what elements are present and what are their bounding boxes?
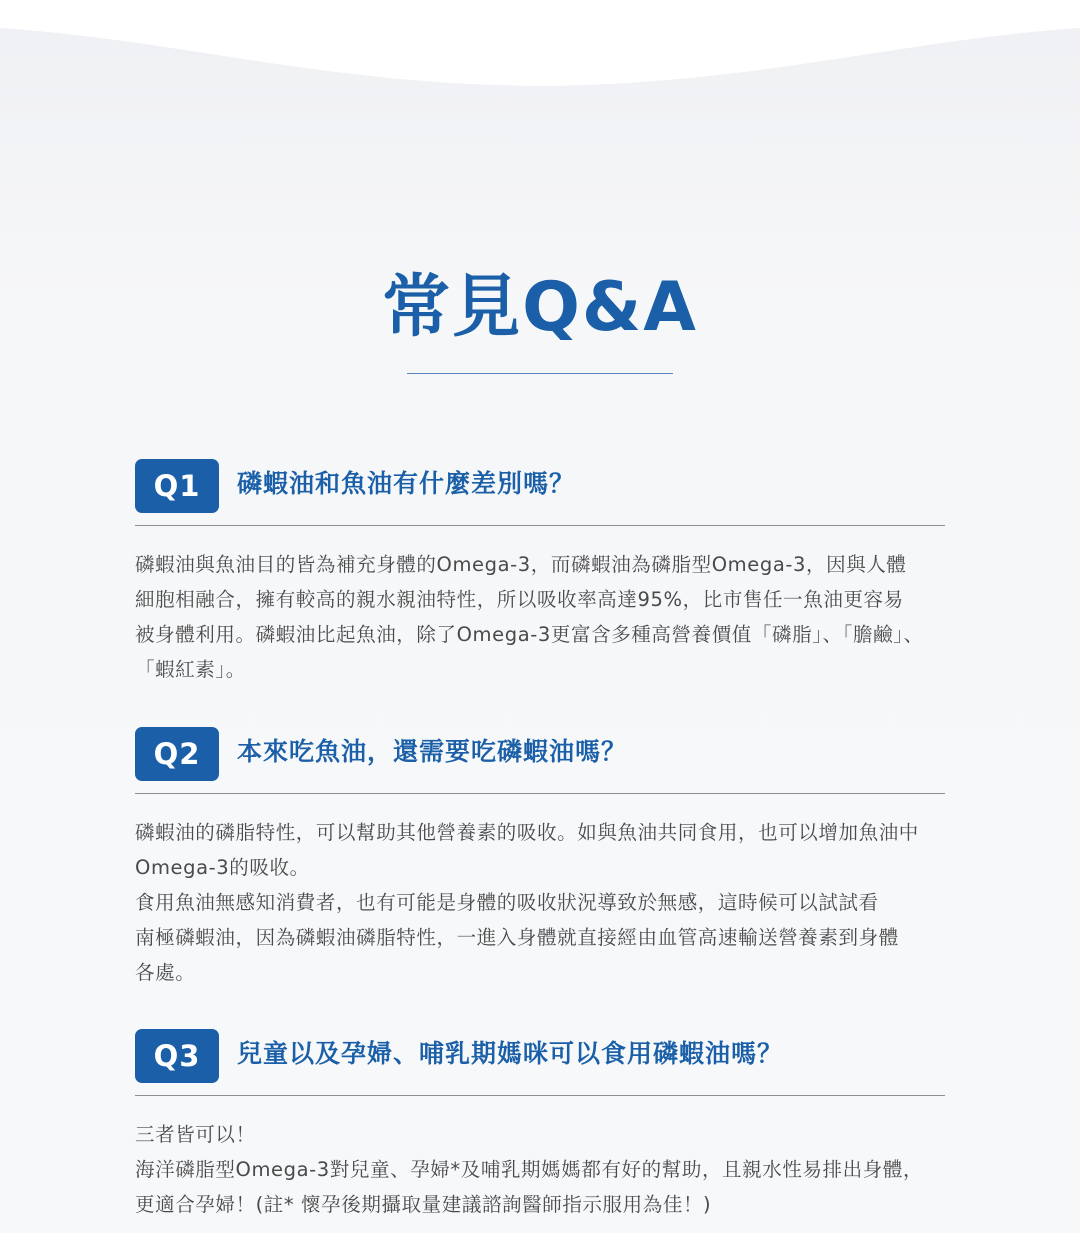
top-wave-decoration: [0, 0, 1080, 100]
answer-line: 磷蝦油的磷脂特性，可以幫助其他營養素的吸收。如與魚油共同食用，也可以增加魚油中: [135, 821, 919, 844]
page-title: 常見Q&A: [382, 268, 698, 347]
answer-line: 被身體利用。磷蝦油比起魚油，除了Omega-3更富含多種高營養價值「磷脂」、「膽鹼」、: [135, 623, 924, 646]
answer-line: 更適合孕婦！(註* 懷孕後期攝取量建議諮詢醫師指示服用為佳！): [135, 1193, 712, 1216]
question-text: 磷蝦油和魚油有什麼差別嗎？: [237, 469, 576, 498]
faq-divider: [135, 1095, 945, 1096]
answer-line: 三者皆可以！: [135, 1123, 256, 1146]
faq-question-row: [135, 1029, 945, 1083]
question-text: 兒童以及孕婦、哺乳期媽咪可以食用磷蝦油嗎？: [237, 1039, 784, 1068]
question-badge: Q1: [135, 459, 219, 513]
title-divider: [407, 373, 673, 374]
faq-item-q3: [135, 1029, 945, 1216]
faq-divider: [135, 525, 945, 526]
faq-question-row: [135, 727, 945, 781]
answer-line: 海洋磷脂型Omega-3對兒童、孕婦*及哺乳期媽媽都有好的幫助，且親水性易排出身體，: [135, 1158, 924, 1181]
answer-line: 磷蝦油與魚油目的皆為補充身體的Omega-3，而磷蝦油為磷脂型Omega-3，因與人體: [135, 553, 907, 576]
question-badge: Q2: [135, 727, 219, 781]
answer-text: [135, 815, 955, 990]
answer-line: Omega-3的吸收。: [135, 856, 310, 879]
answer-text: [135, 1117, 955, 1222]
faq-divider: [135, 793, 945, 794]
answer-line: 「蝦紅素」。: [135, 658, 246, 681]
faq-item-q1: [135, 459, 945, 681]
faq-question-row: [135, 459, 945, 513]
answer-text: [135, 547, 955, 687]
answer-line: 南極磷蝦油，因為磷蝦油磷脂特性，一進入身體就直接經由血管高速輸送營養素到身體: [135, 926, 899, 949]
answer-line: 細胞相融合，擁有較高的親水親油特性，所以吸收率高達95%，比市售任一魚油更容易: [135, 588, 904, 611]
question-badge: Q3: [135, 1029, 219, 1083]
faq-item-q2: [135, 727, 945, 984]
answer-line: 各處。: [135, 961, 196, 984]
answer-line: 食用魚油無感知消費者，也有可能是身體的吸收狀況導致於無感，這時候可以試試看: [135, 891, 879, 914]
question-text: 本來吃魚油，還需要吃磷蝦油嗎？: [237, 737, 628, 766]
